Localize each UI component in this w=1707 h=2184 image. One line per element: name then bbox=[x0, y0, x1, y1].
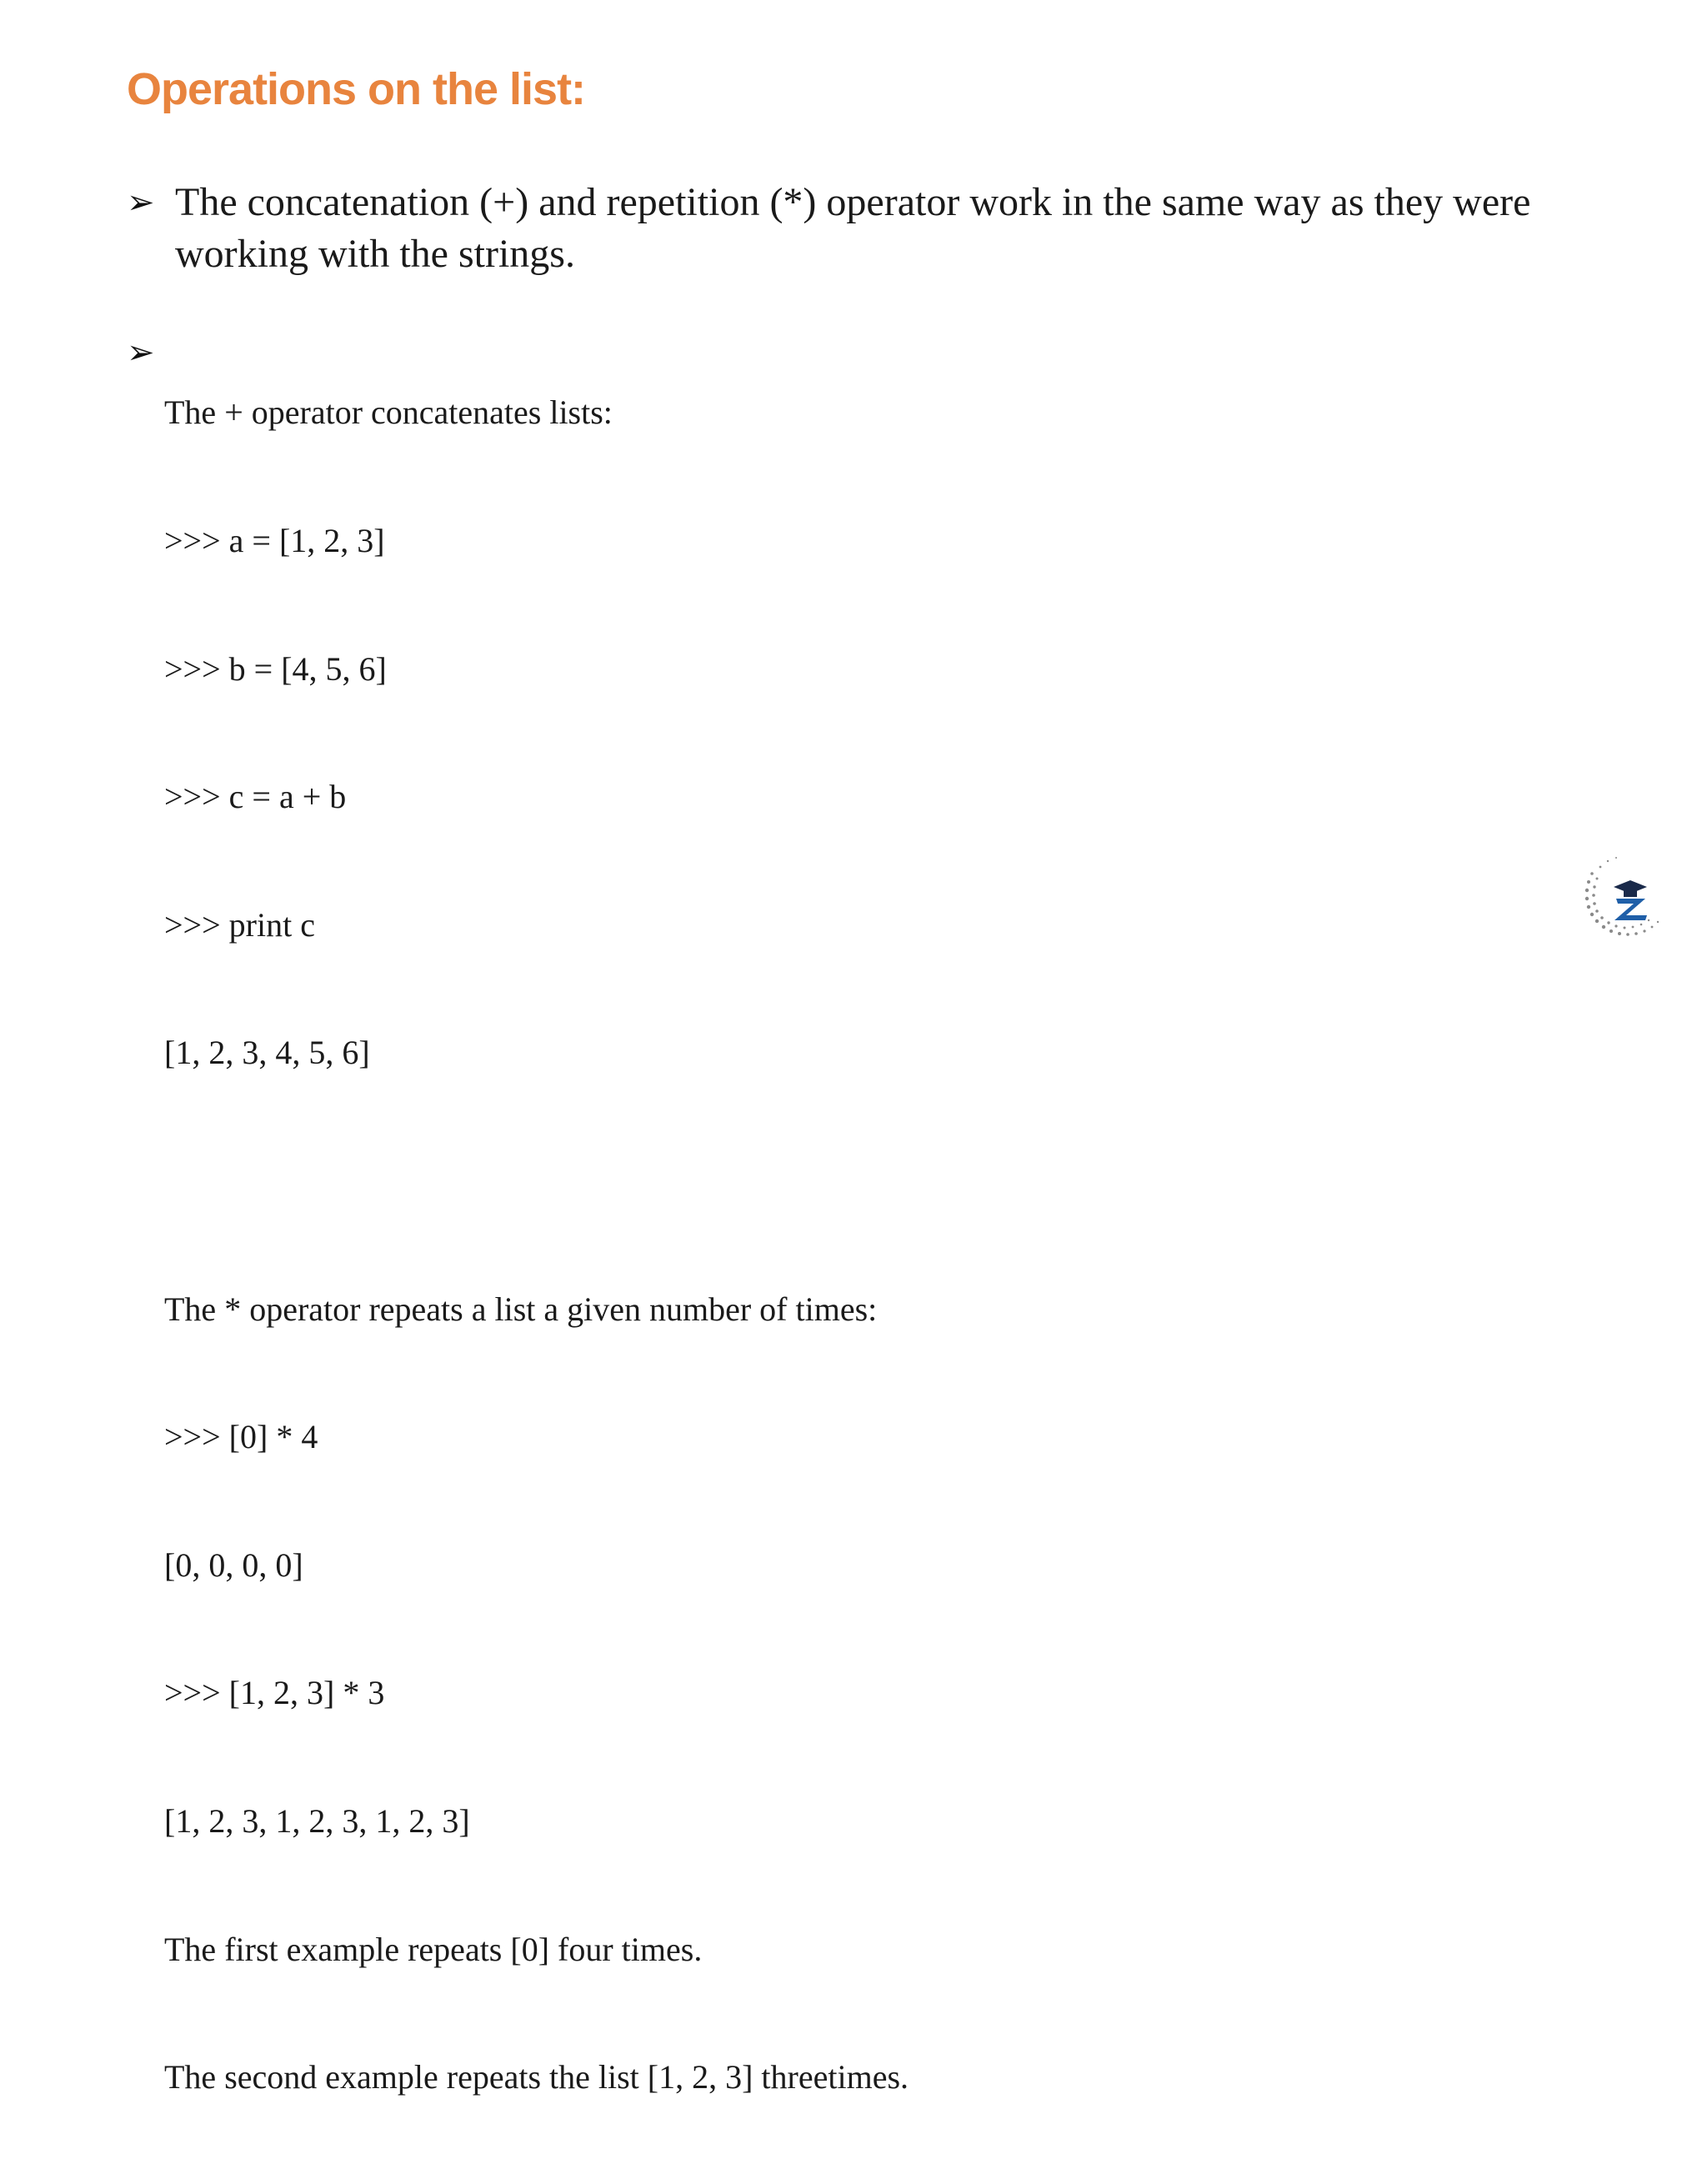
code-line: [0, 0, 0, 0] bbox=[164, 1545, 303, 1584]
bullet-text: The concatenation (+) and repetition (*) operator work in the same way as they were working with the strings. bbox=[175, 180, 1531, 276]
code-line: >>> print c bbox=[164, 905, 315, 944]
code-line: >>> a = [1, 2, 3] bbox=[164, 522, 385, 559]
code-line: The first example repeats [0] four times. bbox=[164, 1930, 703, 1968]
code-line: The + operator concatenates lists: bbox=[164, 393, 613, 432]
arrow-bullet-icon: ➢ bbox=[127, 183, 155, 222]
brand-logo bbox=[1580, 849, 1674, 942]
code-line: >>> [0] * 4 bbox=[164, 1418, 318, 1456]
code-line: [1, 2, 3, 4, 5, 6] bbox=[164, 1034, 370, 1072]
code-example-block bbox=[164, 306, 909, 2184]
bullet-concatenation-repetition bbox=[127, 177, 1560, 280]
code-line: [1, 2, 3, 1, 2, 3, 1, 2, 3] bbox=[164, 1801, 470, 1840]
code-line: The second example repeats the list [1, 2, 3] threetimes. bbox=[164, 2058, 909, 2096]
code-line bbox=[164, 1160, 909, 1202]
slide-title: Operations on the list: bbox=[127, 64, 586, 114]
code-line: >>> [1, 2, 3] * 3 bbox=[164, 1674, 385, 1712]
arrow-bullet-icon: ➢ bbox=[127, 333, 155, 372]
code-line: >>> c = a + b bbox=[164, 778, 347, 816]
code-line: The * operator repeats a list a given number of times: bbox=[164, 1290, 878, 1328]
code-line: >>> b = [4, 5, 6] bbox=[164, 649, 387, 688]
